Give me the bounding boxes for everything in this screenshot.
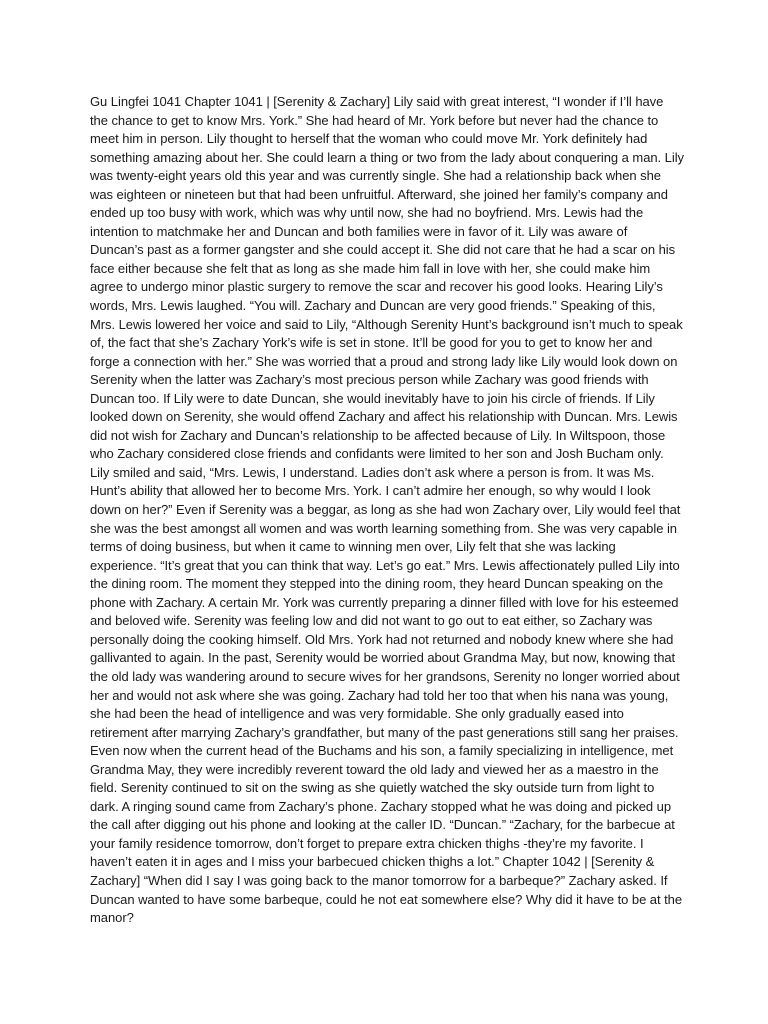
body-paragraph: Gu Lingfei 1041 Chapter 1041 | [Serenity & Zachary] Lily said with great interest, “I wonder if I’ll have the chance to get to know Mrs. York.” She had heard of Mr. York before but never had the chance to meet him in person. Lily thought to herself that the woman who could move Mr. York definitely had something amazing about her. She could learn a thing or two from the lady about conquering a man. Lily was twenty-eight years old this year and was currently single. She had a relationship back when she was eighteen or nineteen but that had been unfruitful. Afterward, she joined her family’s company and ended up too busy with work, which was why until now, she had no boyfriend. Mrs. Lewis had the intention to matchmake her and Duncan and both families were in favor of it. Lily was aware of Duncan’s past as a former gangster and she could accept it. She did not care that he had a scar on his face either because she felt that as long as she made him fall in love with her, she could make him agree to undergo minor plastic surgery to remove the scar and recover his good looks. Hearing Lily’s words, Mrs. Lewis laughed. “You will. Zachary and Duncan are very good friends.” Speaking of this, Mrs. Lewis lowered her voice and said to Lily, “Although Serenity Hunt’s background isn’t much to speak of, the fact that she’s Zachary York’s wife is set in stone. It’ll be good for you to get to know her and forge a connection with her.” She was worried that a proud and strong lady like Lily would look down on Serenity when the latter was Zachary’s most precious person while Zachary was good friends with Duncan too. If Lily were to date Duncan, she would inevitably have to join his circle of friends. If Lily looked down on Serenity, she would offend Zachary and affect his relationship with Duncan. Mrs. Lewis did not wish for Zachary and Duncan’s relationship to be affected because of Lily. In Wiltspoon, those who Zachary considered close friends and confidants were limited to her son and Josh Bucham only. Lily smiled and said, “Mrs. Lewis, I understand. Ladies don’t ask where a person is from. It was Ms. Hunt’s ability that allowed her to become Mrs. York. I can’t admire her enough, so why would I look down on her?” Even if Serenity was a beggar, as long as she had won Zachary over, Lily would feel that she was the best amongst all women and was worth learning something from. She was very capable in terms of doing business, but when it came to winning men over, Lily felt that she was lacking experience. “It’s great that you can think that way. Let’s go eat.” Mrs. Lewis affectionately pulled Lily into the dining room. The moment they stepped into the dining room, they heard Duncan speaking on the phone with Zachary. A certain Mr. York was currently preparing a dinner filled with love for his esteemed and beloved wife. Serenity was feeling low and did not want to go out to eat either, so Zachary was personally doing the cooking himself. Old Mrs. York had not returned and nobody knew where she had gallivanted to again. In the past, Serenity would be worried about Grandma May, but now, knowing that the old lady was wandering around to secure wives for her grandsons, Serenity no longer worried about her and would not ask where she was going. Zachary had told her too that when his nana was young, she had been the head of intelligence and was very formidable. She only gradually eased into retirement after marrying Zachary’s grandfather, but many of the past generations still sang her praises. Even now when the current head of the Buchams and his son, a family specializing in intelligence, met Grandma May, they were incredibly reverent toward the old lady and viewed her as a maestro in the field. Serenity continued to sit on the swing as she quietly watched the sky outside turn from light to dark. A ringing sound came from Zachary’s phone. Zachary stopped what he was doing and picked up the call after digging out his phone and looking at the caller ID. “Duncan.” “Zachary, for the barbecue at your family residence tomorrow, don’t forget to prepare extra chicken thighs -they’re my favorite. I haven’t eaten it in ages and I miss your barbecued chicken thighs a lot.” Chapter 1042 | [Serenity & Zachary] “When did I say I was going back to the manor tomorrow for a barbeque?” Zachary asked. If Duncan wanted to have some barbeque, could he not eat somewhere else? Why did it have to be at the manor?: [90, 94, 684, 926]
